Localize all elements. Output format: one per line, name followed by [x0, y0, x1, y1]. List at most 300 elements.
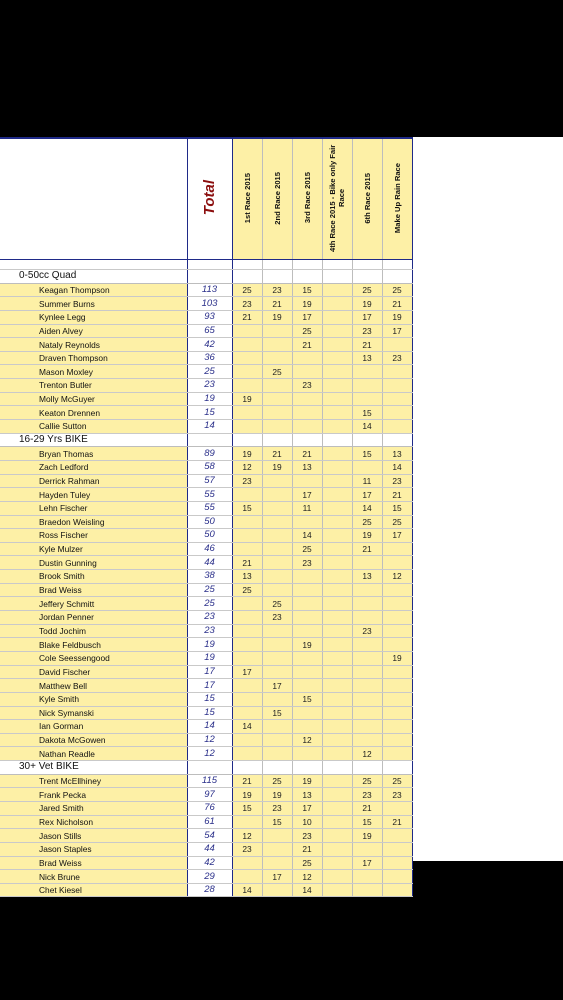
race-score-2: 17 — [262, 870, 292, 884]
race-score-6: 17 — [382, 324, 412, 338]
rider-total: 17 — [187, 679, 232, 693]
race-score-3 — [292, 420, 322, 434]
race-score-6 — [382, 801, 412, 815]
rider-row — [0, 597, 412, 611]
race-score-3: 23 — [292, 829, 322, 843]
race-score-1 — [232, 351, 262, 365]
race-score-5: 19 — [352, 829, 382, 843]
race-score-5: 21 — [352, 542, 382, 556]
race-score-3 — [292, 665, 322, 679]
group-empty-cell — [322, 433, 352, 447]
group-empty-cell — [262, 433, 292, 447]
rider-name: Summer Burns — [0, 297, 187, 311]
race-score-4 — [322, 597, 352, 611]
rider-total: 25 — [187, 583, 232, 597]
rider-total: 89 — [187, 447, 232, 461]
race-score-2 — [262, 733, 292, 747]
race-score-1 — [232, 529, 262, 543]
rider-row — [0, 529, 412, 543]
race-score-3: 12 — [292, 733, 322, 747]
race-score-1 — [232, 406, 262, 420]
race-score-2 — [262, 720, 292, 734]
race-score-6: 19 — [382, 310, 412, 324]
race-score-3: 23 — [292, 379, 322, 393]
race-score-1 — [232, 706, 262, 720]
race-score-6 — [382, 638, 412, 652]
rider-name: Braedon Weisling — [0, 515, 187, 529]
group-empty-cell — [232, 270, 262, 284]
rider-row — [0, 692, 412, 706]
rider-total: 15 — [187, 706, 232, 720]
race-score-1 — [232, 747, 262, 761]
race-score-4 — [322, 392, 352, 406]
race-score-6: 21 — [382, 815, 412, 829]
race-score-1: 23 — [232, 842, 262, 856]
rider-name: Derrick Rahman — [0, 474, 187, 488]
rider-total: 44 — [187, 556, 232, 570]
total-label: Total — [200, 179, 218, 216]
rider-row — [0, 747, 412, 761]
group-total-cell — [187, 270, 232, 284]
race-score-1 — [232, 324, 262, 338]
rider-row — [0, 883, 412, 897]
race-score-5: 17 — [352, 310, 382, 324]
race-score-6: 17 — [382, 529, 412, 543]
race-score-2 — [262, 829, 292, 843]
race-score-3: 14 — [292, 883, 322, 897]
rider-row — [0, 870, 412, 884]
race-score-1 — [232, 651, 262, 665]
race-score-2 — [262, 488, 292, 502]
race-score-2 — [262, 747, 292, 761]
race-score-3 — [292, 583, 322, 597]
race-score-2: 23 — [262, 801, 292, 815]
group-empty-cell — [292, 433, 322, 447]
race-score-5: 15 — [352, 447, 382, 461]
race-score-4 — [322, 856, 352, 870]
rider-name: Hayden Tuley — [0, 488, 187, 502]
rider-row — [0, 460, 412, 474]
race-score-2 — [262, 542, 292, 556]
group-empty-cell — [292, 761, 322, 775]
race-score-3: 11 — [292, 501, 322, 515]
rider-total: 15 — [187, 692, 232, 706]
rider-name: Chet Kiesel — [0, 883, 187, 897]
race-score-6: 25 — [382, 283, 412, 297]
header-total — [187, 138, 232, 260]
race-score-4 — [322, 788, 352, 802]
race-score-5 — [352, 665, 382, 679]
race-score-5: 25 — [352, 515, 382, 529]
race-score-4 — [322, 692, 352, 706]
rider-total: 14 — [187, 720, 232, 734]
rider-total: 19 — [187, 651, 232, 665]
race-score-3: 21 — [292, 447, 322, 461]
race-score-4 — [322, 570, 352, 584]
rider-name: Brook Smith — [0, 570, 187, 584]
group-title: 30+ Vet BIKE — [0, 761, 187, 775]
rider-total: 65 — [187, 324, 232, 338]
race-score-6: 21 — [382, 488, 412, 502]
race-score-5: 13 — [352, 351, 382, 365]
race-score-2 — [262, 392, 292, 406]
race-score-2 — [262, 501, 292, 515]
rider-total: 42 — [187, 338, 232, 352]
race-score-4 — [322, 679, 352, 693]
race-score-6 — [382, 611, 412, 625]
race-score-6: 15 — [382, 501, 412, 515]
race-score-2 — [262, 651, 292, 665]
rider-row — [0, 420, 412, 434]
race-score-6 — [382, 870, 412, 884]
rider-name: Jeffery Schmitt — [0, 597, 187, 611]
race-score-3: 19 — [292, 638, 322, 652]
rider-total: 25 — [187, 365, 232, 379]
rider-row — [0, 733, 412, 747]
race-score-1: 12 — [232, 460, 262, 474]
race-score-3: 25 — [292, 324, 322, 338]
spacer-cell — [292, 260, 322, 270]
rider-row — [0, 706, 412, 720]
rider-row — [0, 611, 412, 625]
race-score-2 — [262, 474, 292, 488]
race-score-3: 13 — [292, 460, 322, 474]
race-score-3: 15 — [292, 283, 322, 297]
rider-name: Aiden Alvey — [0, 324, 187, 338]
rider-name: Draven Thompson — [0, 351, 187, 365]
race-score-6 — [382, 379, 412, 393]
rider-row — [0, 365, 412, 379]
race-score-2 — [262, 324, 292, 338]
race-score-3 — [292, 706, 322, 720]
group-header-row — [0, 433, 412, 447]
rider-name: Nataly Reynolds — [0, 338, 187, 352]
race-score-5: 12 — [352, 747, 382, 761]
race-score-1: 23 — [232, 474, 262, 488]
rider-row — [0, 542, 412, 556]
rider-name: Nathan Readle — [0, 747, 187, 761]
header-race-6: Make Up Rain Race — [382, 138, 412, 260]
rider-total: 115 — [187, 774, 232, 788]
race-score-6: 25 — [382, 515, 412, 529]
race-score-4 — [322, 474, 352, 488]
rider-row — [0, 815, 412, 829]
race-score-3 — [292, 351, 322, 365]
race-score-1 — [232, 597, 262, 611]
rider-row — [0, 406, 412, 420]
race-score-6: 14 — [382, 460, 412, 474]
race-score-3: 23 — [292, 556, 322, 570]
race-score-6 — [382, 665, 412, 679]
race-score-2: 21 — [262, 447, 292, 461]
race-score-1 — [232, 870, 262, 884]
race-score-5 — [352, 679, 382, 693]
race-score-3 — [292, 624, 322, 638]
rider-total: 93 — [187, 310, 232, 324]
rider-name: Mason Moxley — [0, 365, 187, 379]
rider-row — [0, 283, 412, 297]
race-score-6 — [382, 392, 412, 406]
rider-total: 36 — [187, 351, 232, 365]
spacer-cell — [232, 260, 262, 270]
race-score-5 — [352, 365, 382, 379]
race-score-4 — [322, 556, 352, 570]
spacer-cell — [382, 260, 412, 270]
rider-total: 54 — [187, 829, 232, 843]
race-score-5 — [352, 379, 382, 393]
rider-name: Molly McGuyer — [0, 392, 187, 406]
race-score-6 — [382, 706, 412, 720]
race-score-1 — [232, 338, 262, 352]
race-score-2 — [262, 583, 292, 597]
race-score-3: 19 — [292, 774, 322, 788]
race-score-6 — [382, 692, 412, 706]
rider-total: 113 — [187, 283, 232, 297]
race-score-2: 21 — [262, 297, 292, 311]
rider-row — [0, 624, 412, 638]
race-score-3: 14 — [292, 529, 322, 543]
rider-name: Nick Symanski — [0, 706, 187, 720]
rider-name: Blake Feldbusch — [0, 638, 187, 652]
race-score-6 — [382, 338, 412, 352]
rider-row — [0, 351, 412, 365]
race-score-2: 25 — [262, 774, 292, 788]
race-score-2 — [262, 883, 292, 897]
spacer-cell — [0, 260, 187, 270]
race-score-4 — [322, 611, 352, 625]
race-score-4 — [322, 338, 352, 352]
header-race-3: 3rd Race 2015 — [292, 138, 322, 260]
race-score-3: 17 — [292, 310, 322, 324]
rider-name: Jordan Penner — [0, 611, 187, 625]
rider-row — [0, 488, 412, 502]
race-score-4 — [322, 515, 352, 529]
race-score-1 — [232, 733, 262, 747]
race-score-5 — [352, 597, 382, 611]
rider-total: 23 — [187, 611, 232, 625]
rider-name: Kynlee Legg — [0, 310, 187, 324]
rider-total: 28 — [187, 883, 232, 897]
rider-row — [0, 829, 412, 843]
race-score-5 — [352, 883, 382, 897]
race-score-2 — [262, 338, 292, 352]
race-score-5: 23 — [352, 624, 382, 638]
rider-name: Cole Seessengood — [0, 651, 187, 665]
race-score-2: 19 — [262, 788, 292, 802]
rider-name: Todd Jochim — [0, 624, 187, 638]
race-score-4 — [322, 870, 352, 884]
race-score-6: 25 — [382, 774, 412, 788]
race-score-2: 23 — [262, 283, 292, 297]
rider-total: 14 — [187, 420, 232, 434]
race-score-1 — [232, 815, 262, 829]
race-score-4 — [322, 460, 352, 474]
group-empty-cell — [382, 761, 412, 775]
race-score-6 — [382, 597, 412, 611]
race-score-2 — [262, 638, 292, 652]
race-score-1: 19 — [232, 447, 262, 461]
race-score-2: 19 — [262, 460, 292, 474]
race-score-4 — [322, 420, 352, 434]
race-score-5: 17 — [352, 488, 382, 502]
rider-name: Frank Pecka — [0, 788, 187, 802]
rider-total: 50 — [187, 529, 232, 543]
rider-name: Jason Stills — [0, 829, 187, 843]
race-score-2 — [262, 529, 292, 543]
rider-name: Lehn Fischer — [0, 501, 187, 515]
rider-total: 25 — [187, 597, 232, 611]
race-score-5: 19 — [352, 529, 382, 543]
race-score-1: 15 — [232, 501, 262, 515]
race-score-5 — [352, 460, 382, 474]
race-score-3: 12 — [292, 870, 322, 884]
race-score-5 — [352, 583, 382, 597]
race-score-5: 21 — [352, 338, 382, 352]
rider-total: 44 — [187, 842, 232, 856]
race-score-3 — [292, 406, 322, 420]
rider-name: Jason Staples — [0, 842, 187, 856]
race-score-1: 25 — [232, 583, 262, 597]
race-score-3: 13 — [292, 788, 322, 802]
race-score-5 — [352, 842, 382, 856]
race-score-1: 19 — [232, 788, 262, 802]
race-score-4 — [322, 379, 352, 393]
race-score-4 — [322, 842, 352, 856]
rider-total: 12 — [187, 733, 232, 747]
header-race-1: 1st Race 2015 — [232, 138, 262, 260]
race-score-5: 14 — [352, 501, 382, 515]
race-score-2: 25 — [262, 365, 292, 379]
race-score-4 — [322, 883, 352, 897]
rider-row — [0, 556, 412, 570]
rider-name: Trent McEllhiney — [0, 774, 187, 788]
race-score-4 — [322, 488, 352, 502]
group-empty-cell — [322, 761, 352, 775]
race-score-3 — [292, 747, 322, 761]
group-empty-cell — [292, 270, 322, 284]
race-score-2 — [262, 842, 292, 856]
rider-name: Nick Brune — [0, 870, 187, 884]
race-score-6 — [382, 420, 412, 434]
race-score-5: 25 — [352, 774, 382, 788]
race-score-5: 23 — [352, 324, 382, 338]
race-score-4 — [322, 638, 352, 652]
rider-total: 19 — [187, 638, 232, 652]
race-score-1 — [232, 638, 262, 652]
rider-total: 97 — [187, 788, 232, 802]
rider-name: Ian Gorman — [0, 720, 187, 734]
header-race-2: 2nd Race 2015 — [262, 138, 292, 260]
race-score-5 — [352, 720, 382, 734]
race-score-1: 19 — [232, 392, 262, 406]
race-score-5 — [352, 706, 382, 720]
race-score-4 — [322, 365, 352, 379]
race-score-4 — [322, 665, 352, 679]
race-score-5 — [352, 611, 382, 625]
rider-total: 46 — [187, 542, 232, 556]
race-score-6 — [382, 542, 412, 556]
race-score-2 — [262, 406, 292, 420]
rider-name: Brad Weiss — [0, 856, 187, 870]
group-title: 0-50cc Quad — [0, 270, 187, 284]
rider-total: 19 — [187, 392, 232, 406]
race-score-4 — [322, 774, 352, 788]
race-score-4 — [322, 351, 352, 365]
rider-total: 23 — [187, 379, 232, 393]
rider-row — [0, 788, 412, 802]
race-score-5: 15 — [352, 406, 382, 420]
race-score-1: 25 — [232, 283, 262, 297]
group-empty-cell — [232, 761, 262, 775]
group-empty-cell — [382, 270, 412, 284]
race-score-2: 15 — [262, 706, 292, 720]
rider-row — [0, 324, 412, 338]
race-score-2: 25 — [262, 597, 292, 611]
race-score-2: 17 — [262, 679, 292, 693]
race-score-6 — [382, 365, 412, 379]
header-row — [0, 138, 412, 260]
rider-row — [0, 392, 412, 406]
rider-name: Dakota McGowen — [0, 733, 187, 747]
race-score-1: 14 — [232, 720, 262, 734]
race-score-6 — [382, 406, 412, 420]
race-score-5 — [352, 733, 382, 747]
group-total-cell — [187, 433, 232, 447]
race-score-2: 23 — [262, 611, 292, 625]
race-score-3 — [292, 515, 322, 529]
rider-name: Keaton Drennen — [0, 406, 187, 420]
race-score-4 — [322, 829, 352, 843]
rider-total: 23 — [187, 624, 232, 638]
race-score-3 — [292, 570, 322, 584]
standings-sheet — [0, 137, 563, 896]
race-score-1: 21 — [232, 310, 262, 324]
race-score-4 — [322, 529, 352, 543]
race-score-5: 23 — [352, 788, 382, 802]
rider-total: 38 — [187, 570, 232, 584]
race-score-5 — [352, 392, 382, 406]
rider-total: 58 — [187, 460, 232, 474]
race-score-2 — [262, 856, 292, 870]
race-score-3: 10 — [292, 815, 322, 829]
race-score-1 — [232, 365, 262, 379]
race-score-1: 14 — [232, 883, 262, 897]
rider-row — [0, 447, 412, 461]
race-score-5: 13 — [352, 570, 382, 584]
race-score-6 — [382, 624, 412, 638]
rider-row — [0, 570, 412, 584]
rider-total: 15 — [187, 406, 232, 420]
rider-total: 55 — [187, 501, 232, 515]
rider-total: 29 — [187, 870, 232, 884]
race-score-3: 21 — [292, 338, 322, 352]
race-score-1: 17 — [232, 665, 262, 679]
race-score-4 — [322, 310, 352, 324]
race-score-4 — [322, 651, 352, 665]
race-score-3 — [292, 392, 322, 406]
race-score-6 — [382, 733, 412, 747]
rider-row — [0, 515, 412, 529]
rider-row — [0, 774, 412, 788]
race-score-3: 15 — [292, 692, 322, 706]
group-empty-cell — [232, 433, 262, 447]
race-score-3 — [292, 365, 322, 379]
rider-row — [0, 379, 412, 393]
race-score-6: 21 — [382, 297, 412, 311]
race-score-6 — [382, 856, 412, 870]
rider-total: 103 — [187, 297, 232, 311]
race-score-2 — [262, 420, 292, 434]
